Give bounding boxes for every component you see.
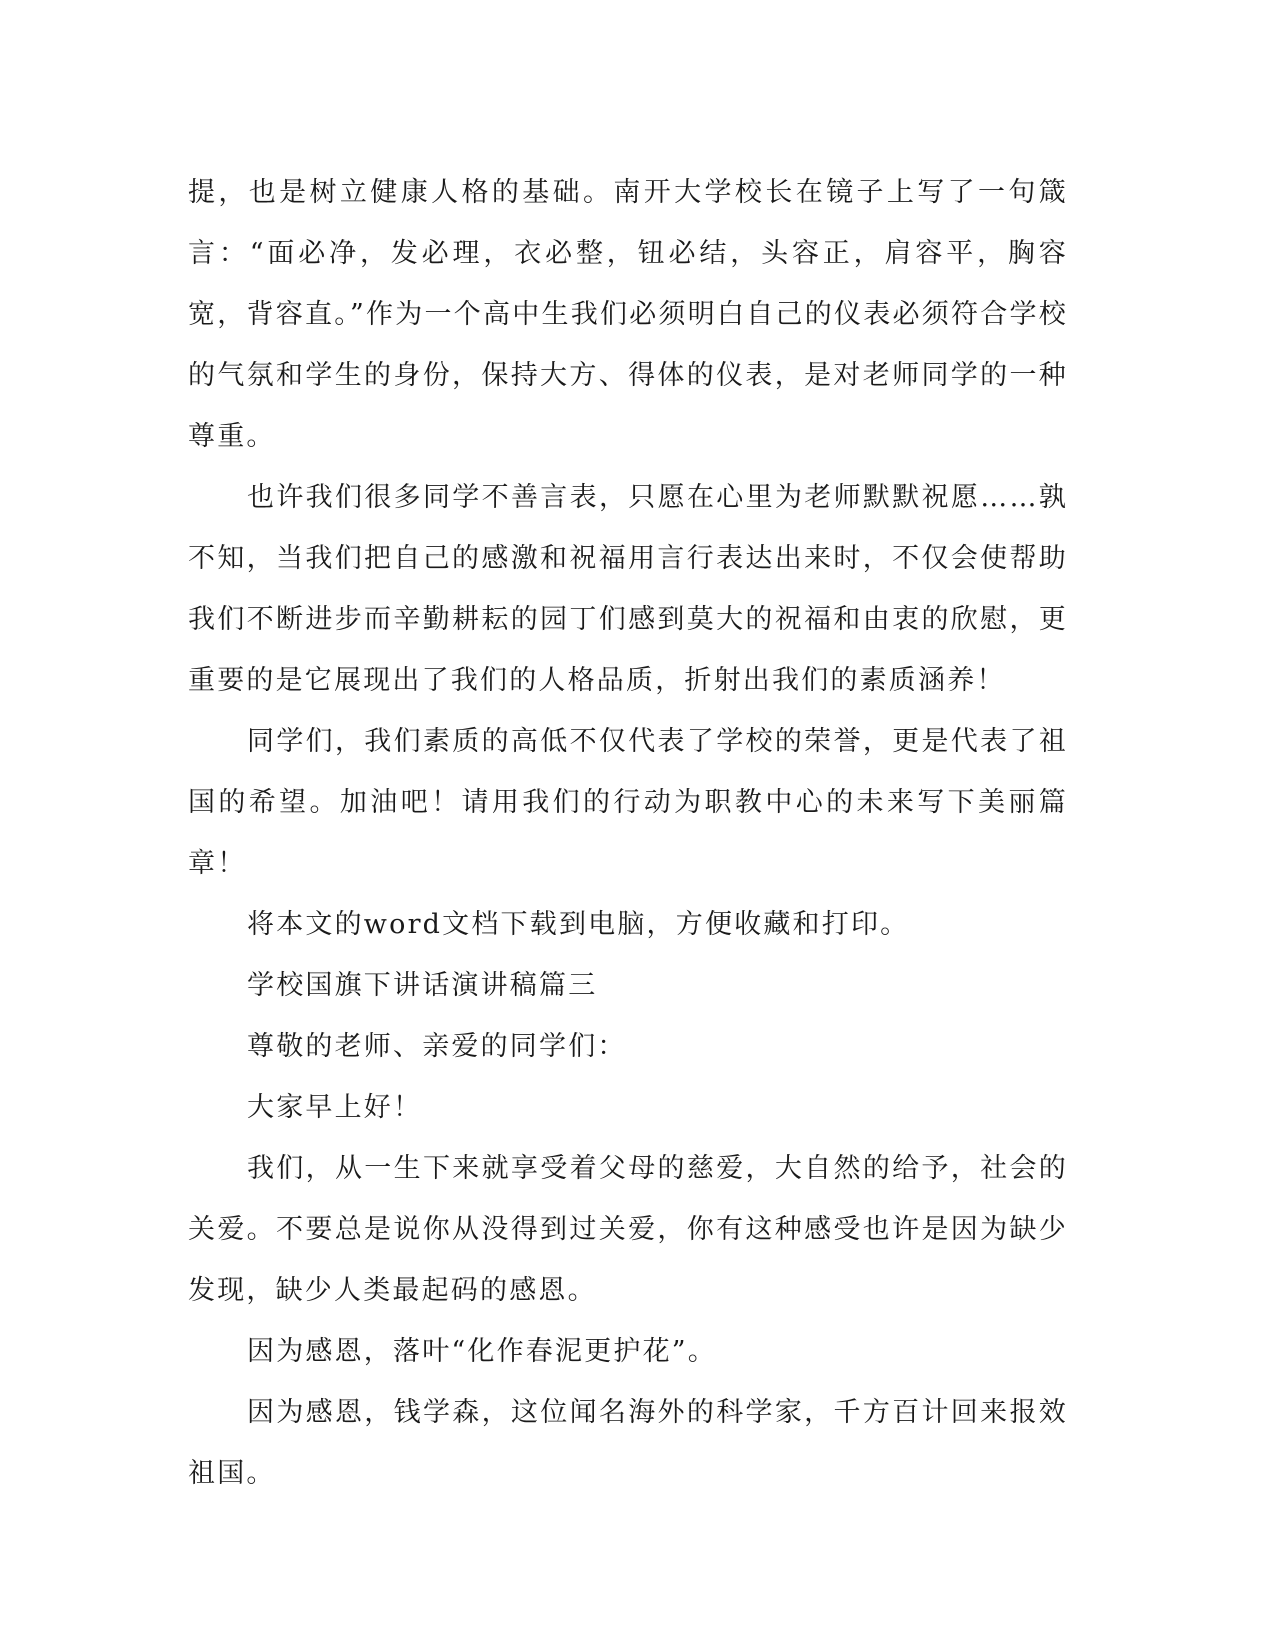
paragraph-9: 因为感恩，落叶“化作春泥更护花”。 [247, 1336, 718, 1367]
paragraph-10: 因为感恩，钱学森，这位闻名海外的科学家，千方百计回来报效祖国。 [188, 1397, 1068, 1489]
section-title: 学校国旗下讲话演讲稿篇三 [247, 970, 598, 1001]
paragraph-8: 我们，从一生下来就享受着父母的慈爱，大自然的给予，社会的关爱。不要总是说你从没得到过关爱，你有这种感受也许是因为缺少发现，缺少人类最起码的感恩。 [188, 1153, 1068, 1306]
greeting: 大家早上好！ [247, 1092, 423, 1123]
paragraph-1: 提，也是树立健康人格的基础。南开大学校长在镜子上写了一句箴言：“面必净，发必理，衣必整，钮必结，头容正，肩容平，胸容宽，背容直。”作为一个高中生我们必须明白自己的仪表必须符合学校的气氛和学生的身份，保持大方、得体的仪表，是对老师同学的一种尊重。 [188, 177, 1068, 452]
paragraph-2: 也许我们很多同学不善言表，只愿在心里为老师默默祝愿……孰不知，当我们把自己的感激和祝福用言行表达出来时，不仅会使帮助我们不断进步而辛勤耕耘的园丁们感到莫大的祝福和由衷的欣慰，更重要的是它展现出了我们的人格品质，折射出我们的素质涵养！ [188, 482, 1068, 696]
paragraph-4: 将本文的word文档下载到电脑，方便收藏和打印。 [247, 909, 910, 940]
paragraph-3: 同学们，我们素质的高低不仅代表了学校的荣誉，更是代表了祖国的希望。加油吧！请用我们的行动为职教中心的未来写下美丽篇章！ [188, 726, 1068, 879]
document-body [188, 162, 1068, 1504]
salutation: 尊敬的老师、亲爱的同学们： [247, 1031, 627, 1062]
